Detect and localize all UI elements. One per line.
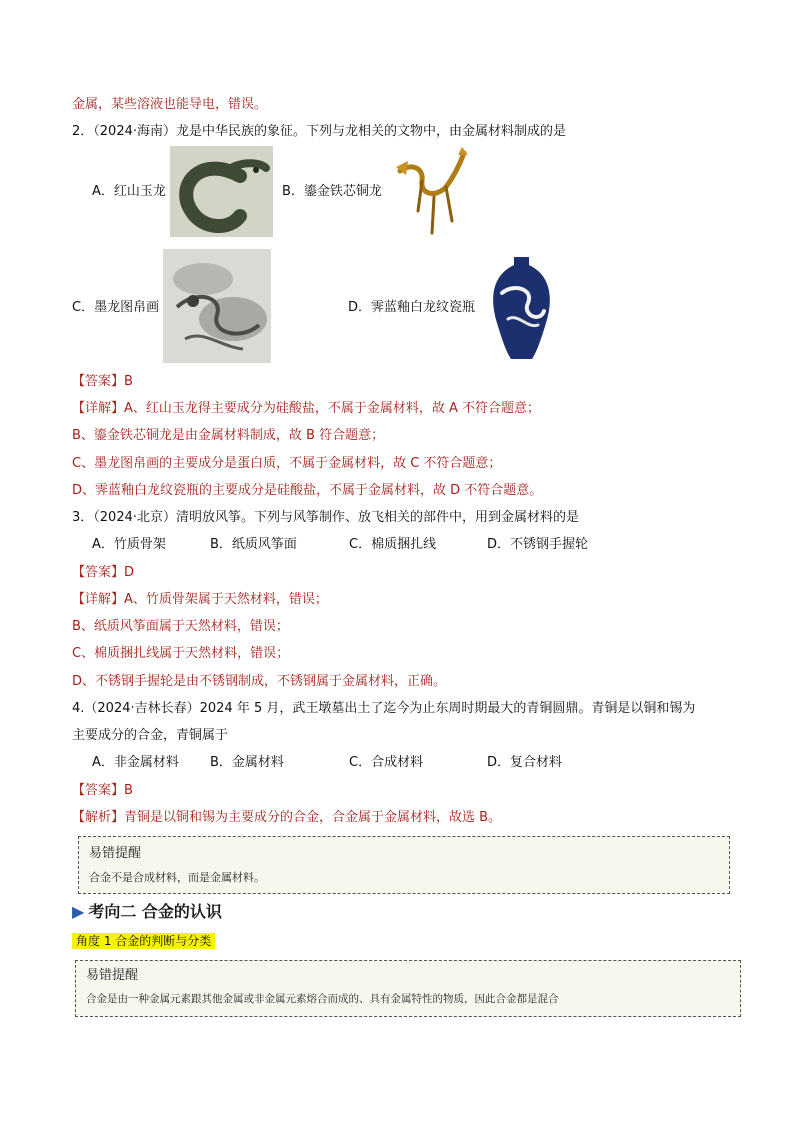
tip-box-1 xyxy=(78,836,730,894)
q3-detail-d: D、不锈钢手握轮是由不锈钢制成，不锈钢属于金属材料，正确。 xyxy=(72,674,447,689)
q2-option-b: B．鎏金铁芯铜龙 xyxy=(282,184,382,199)
q4-stem-line1: 4.（2024·吉林长春）2024 年 5 月，武王墩墓出土了迄今为止东周时期最大的青铜圆鼎。青铜是以铜和锡为 xyxy=(72,701,696,716)
q3-option-d: D．不锈钢手握轮 xyxy=(487,537,589,552)
tip-box-2-text: 合金是由一种金属元素跟其他金属或非金属元素熔合而成的、具有金属特性的物质，因此合金都是混合 xyxy=(86,993,559,1005)
q3-option-a: A．竹质骨架 xyxy=(92,537,166,552)
q3-option-c: C．棉质捆扎线 xyxy=(349,537,437,552)
section-title: 考向二 合金的认识 xyxy=(88,902,222,921)
q2-option-a: A．红山玉龙 xyxy=(92,184,166,199)
q4-stem-line2: 主要成分的合金，青铜属于 xyxy=(72,728,229,743)
q3-detail-c: C、棉质捆扎线属于天然材料，错误； xyxy=(72,646,290,661)
q4-analysis: 【解析】青铜是以铜和锡为主要成分的合金，合金属于金属材料，故选 B。 xyxy=(72,810,502,825)
ink-dragon-painting-image xyxy=(163,249,271,363)
q3-answer: 【答案】D xyxy=(72,565,135,580)
angle-label: 角度 1 合金的判断与分类 xyxy=(72,933,215,949)
q2-option-c: C．墨龙图帛画 xyxy=(72,300,160,315)
q2-detail-b: B、鎏金铁芯铜龙是由金属材料制成，故 B 符合题意； xyxy=(72,428,385,443)
intro-line: 金属，某些溶液也能导电，错误。 xyxy=(72,97,268,112)
q4-option-b: B．金属材料 xyxy=(210,755,284,770)
q2-stem: 2．（2024·海南）龙是中华民族的象征。下列与龙相关的文物中，由金属材料制成的是 xyxy=(72,124,566,139)
q2-detail-d: D、霁蓝釉白龙纹瓷瓶的主要成分是硅酸盐，不属于金属材料，故 D 不符合题意。 xyxy=(72,483,543,498)
section-marker-icon: ▶ xyxy=(72,902,85,921)
q4-option-d: D．复合材料 xyxy=(487,755,563,770)
q4-answer: 【答案】B xyxy=(72,783,133,798)
tip-box-2 xyxy=(75,960,741,1017)
q4-option-c: C．合成材料 xyxy=(349,755,424,770)
q4-option-a: A．非金属材料 xyxy=(92,755,179,770)
tip-box-1-title: 易错提醒 xyxy=(89,846,142,861)
q3-stem: 3．（2024·北京）清明放风筝。下列与风筝制作、放飞相关的部件中，用到金属材料的是 xyxy=(72,510,579,525)
q2-option-d: D．霁蓝釉白龙纹瓷瓶 xyxy=(348,300,476,315)
q2-detail-a: 【详解】A、红山玉龙得主要成分为硅酸盐，不属于金属材料，故 A 不符合题意； xyxy=(72,401,541,416)
blue-glaze-vase-image xyxy=(484,253,559,361)
tip-box-1-text: 合金不是合成材料，而是金属材料。 xyxy=(89,871,265,884)
q2-detail-c: C、墨龙图帛画的主要成分是蛋白质，不属于金属材料，故 C 不符合题意； xyxy=(72,456,502,471)
tip-box-2-title: 易错提醒 xyxy=(86,968,139,983)
q3-detail-b: B、纸质风筝面属于天然材料，错误； xyxy=(72,619,289,634)
gilt-bronze-dragon-image xyxy=(388,141,475,241)
q3-option-b: B．纸质风筝面 xyxy=(210,537,297,552)
q3-detail-a: 【详解】A、竹质骨架属于天然材料，错误； xyxy=(72,592,328,607)
jade-dragon-image xyxy=(170,146,273,237)
section-heading xyxy=(72,899,222,922)
q2-answer: 【答案】B xyxy=(72,374,133,389)
